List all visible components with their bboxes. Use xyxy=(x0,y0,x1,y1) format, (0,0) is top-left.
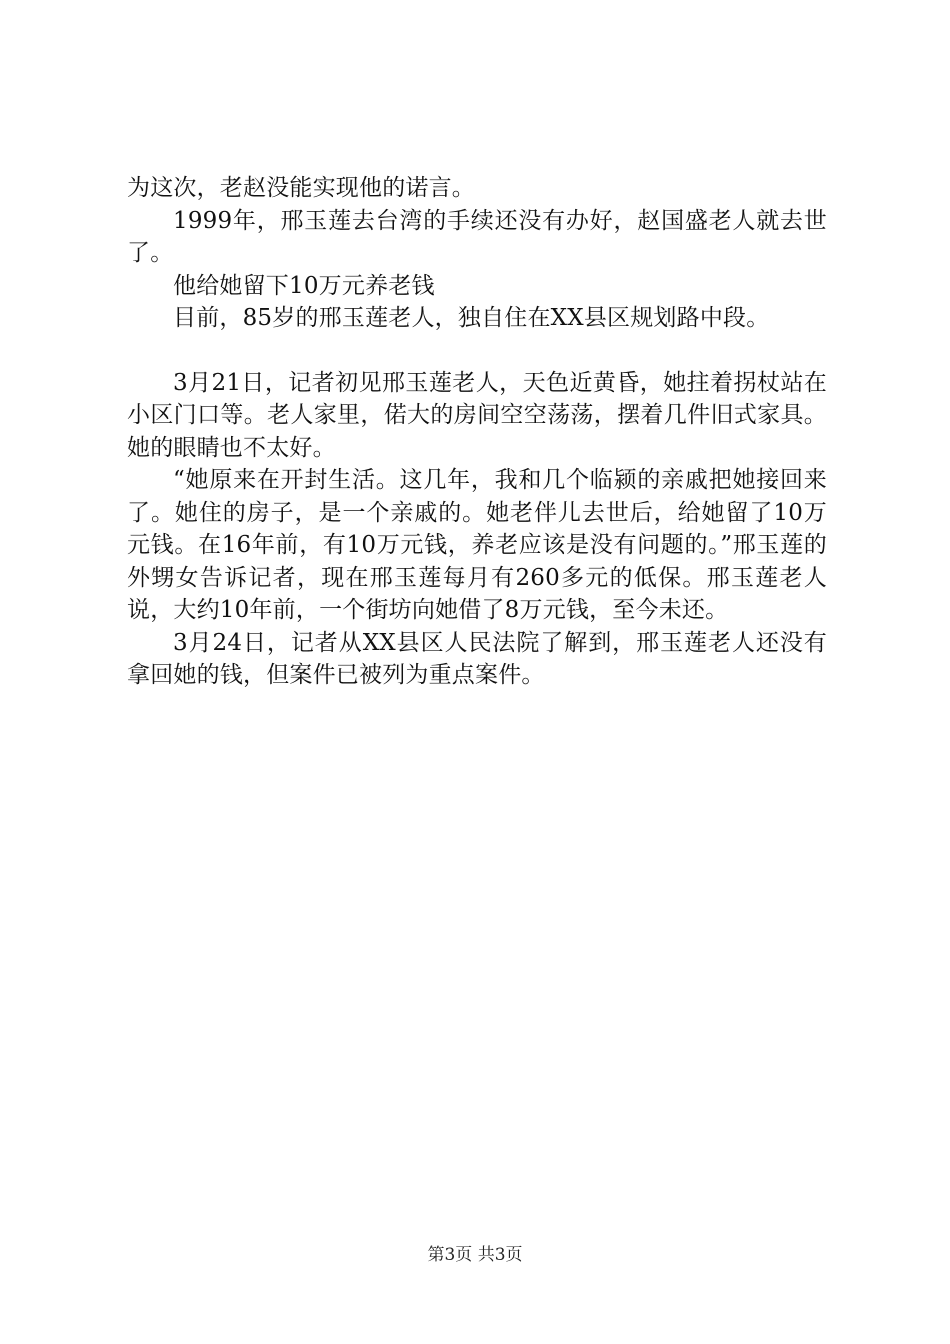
paragraph: 1999年，邢玉莲去台湾的手续还没有办好，赵国盛老人就去世了。 xyxy=(127,207,827,266)
paragraph-continuation: 为这次，老赵没能实现他的诺言。 xyxy=(127,175,475,201)
paragraph-spacer xyxy=(127,335,827,367)
paragraph: “她原来在开封生活。这几年，我和几个临颍的亲戚把她接回来了。她住的房子，是一个亲戚的。她老伴儿去世后，给她留了10万元钱。在16年前，有10万元钱，养老应该是没有问题的。”邢玉莲的外甥女告诉记者，现在邢玉莲每月有260多元的低保。邢玉莲老人说，大约10年前，一个街坊向她借了8万元钱，至今未还。 xyxy=(127,467,827,623)
document-body xyxy=(127,172,827,692)
section-heading: 他给她留下10万元养老钱 xyxy=(173,272,435,299)
paragraph: 3月24日，记者从XX县区人民法院了解到，邢玉莲老人还没有拿回她的钱，但案件已被列为重点案件。 xyxy=(127,629,827,688)
paragraph: 目前，85岁的邢玉莲老人，独自住在XX县区规划路中段。 xyxy=(173,305,770,331)
page-footer: 第3页 共3页 xyxy=(427,1245,523,1265)
paragraph: 3月21日，记者初见邢玉莲老人，天色近黄昏，她拄着拐杖站在小区门口等。老人家里，偌大的房间空空荡荡，摆着几件旧式家具。她的眼睛也不太好。 xyxy=(127,369,827,461)
